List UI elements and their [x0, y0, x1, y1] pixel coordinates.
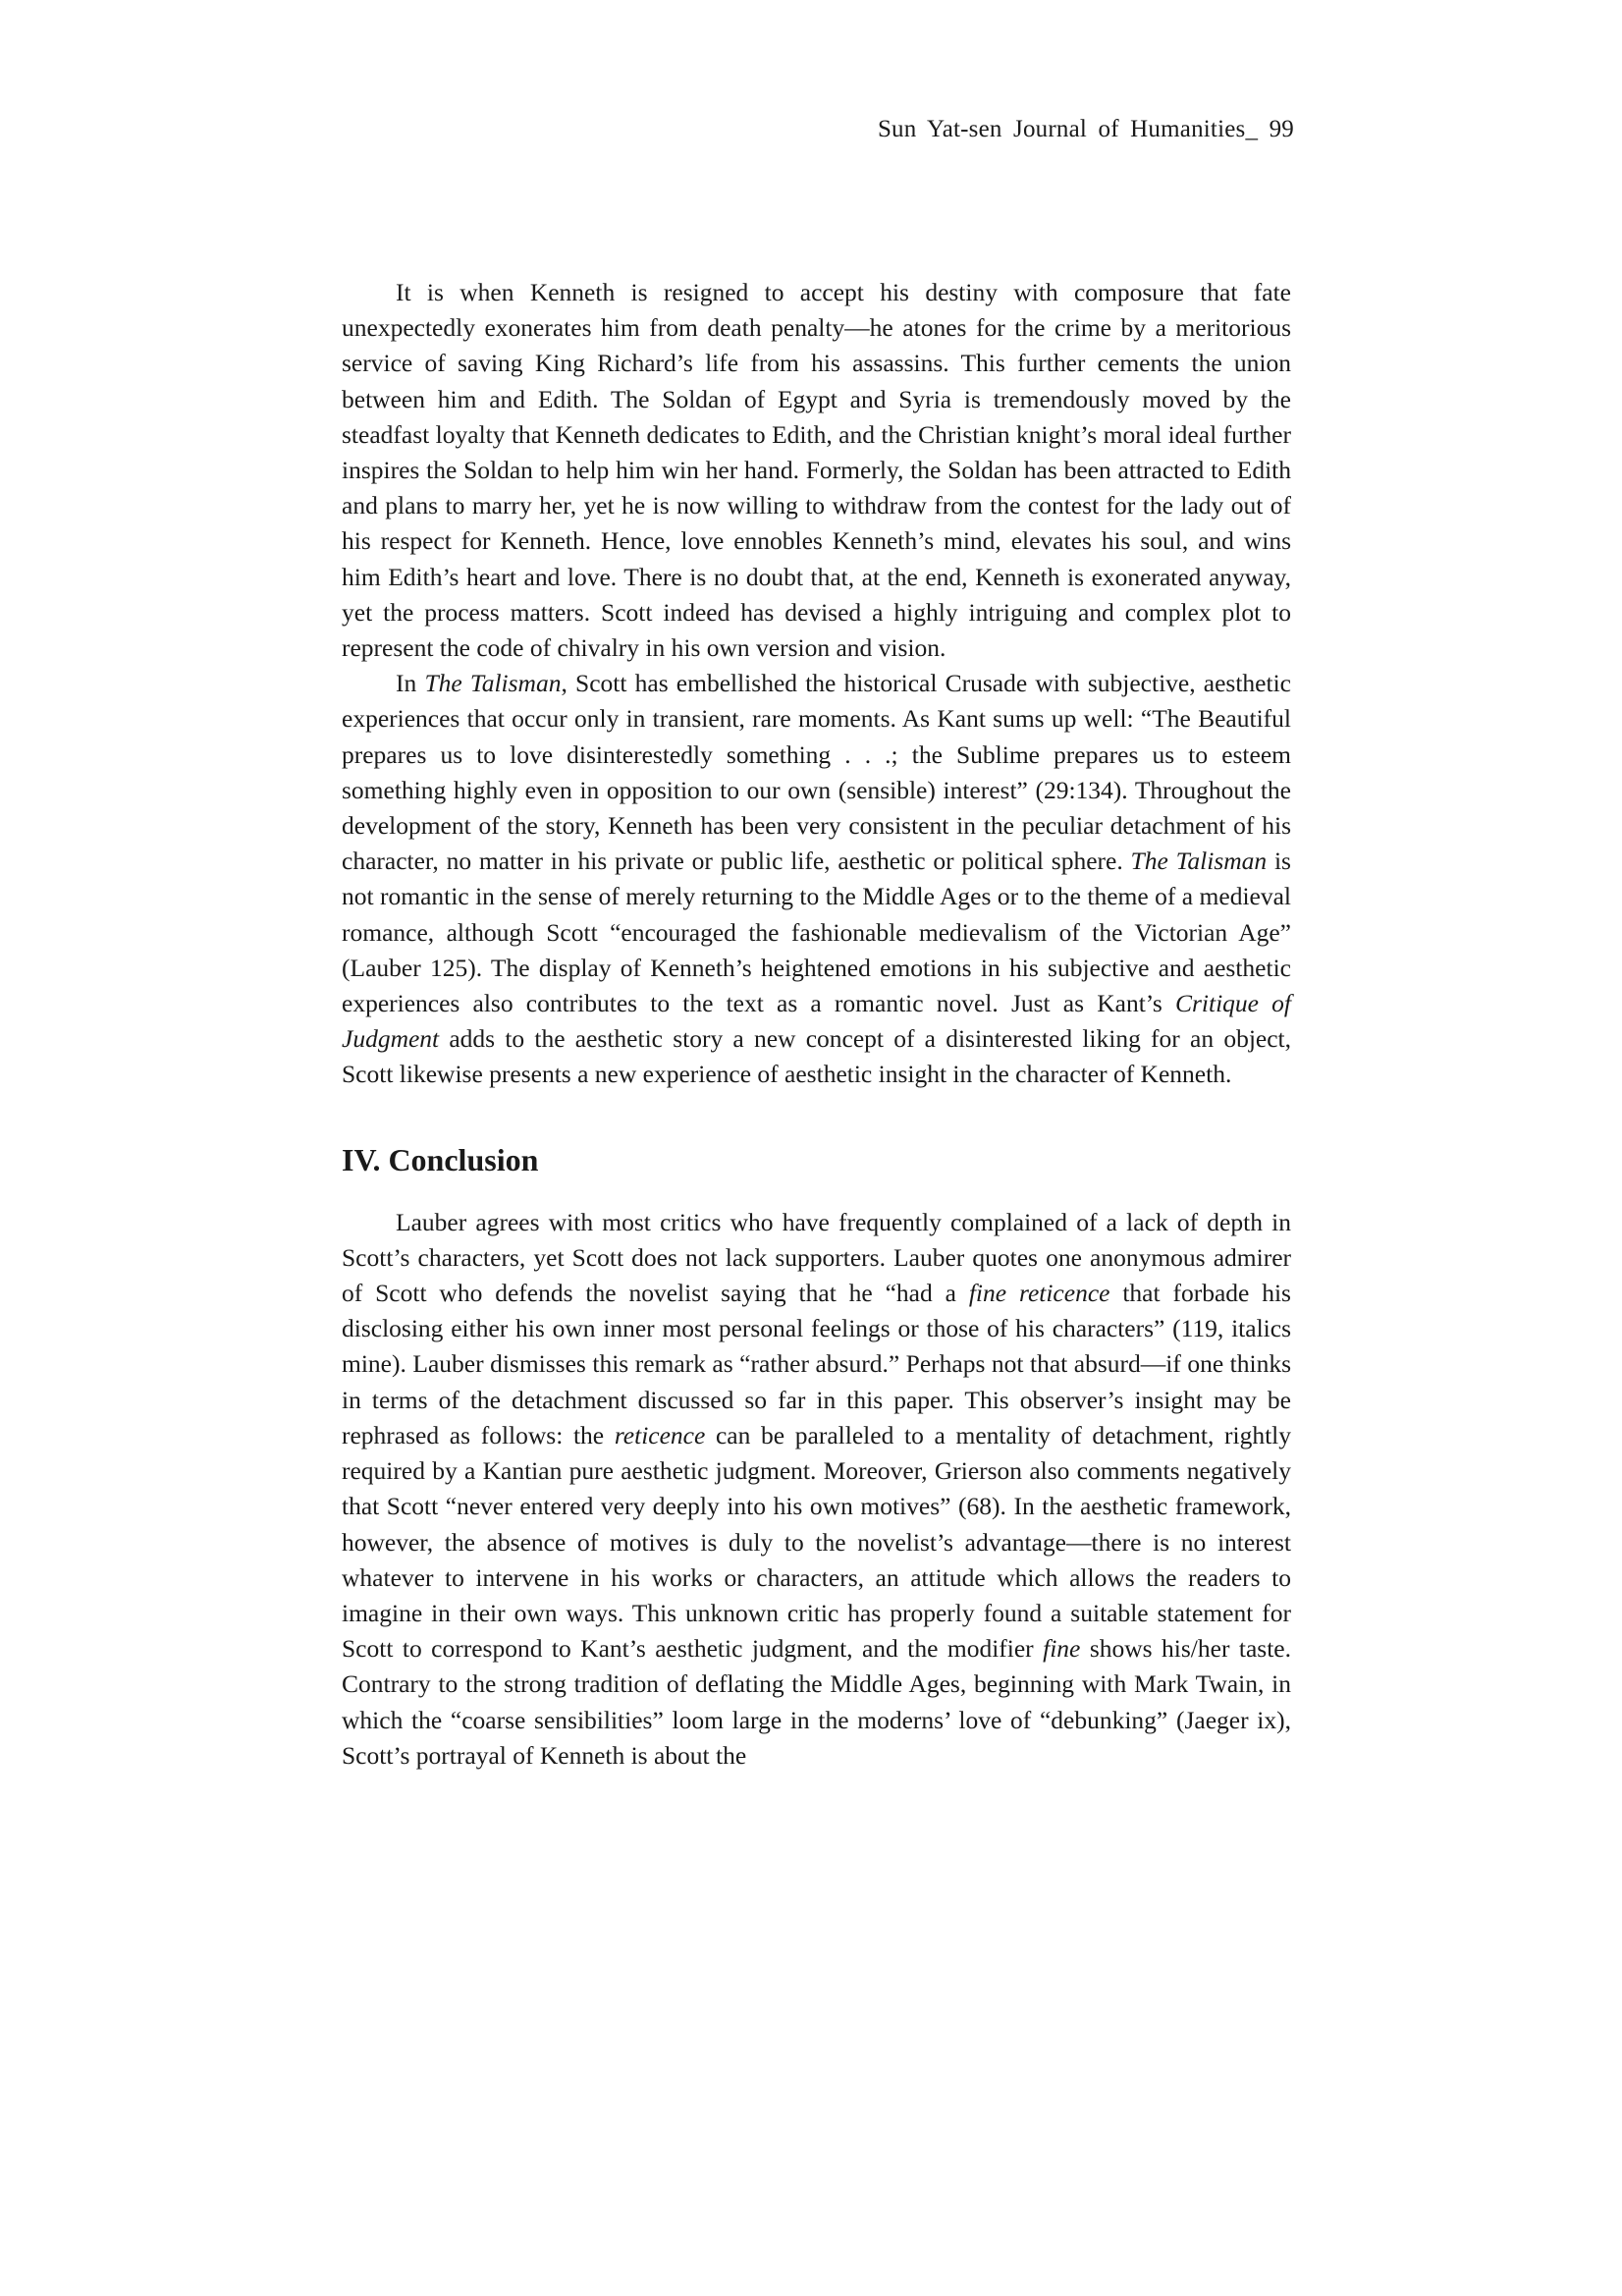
article-body — [342, 275, 1291, 1774]
text-run: shows his/her taste. Contrary to the strong tradition of deflating the Middle Ages, beginning with Mark Twain, in which the “coarse sensibilities” loom large in the moderns’ love of “debunking” (Jaeger ix), Scott’s portrayal of Kenneth is about the — [342, 1634, 1291, 1770]
running-header: Sun Yat-sen Journal of Humanities_ 99 — [877, 116, 1294, 142]
italic-text-run: The Talisman — [1130, 847, 1268, 876]
text-run: It is when Kenneth is resigned to accept his destiny with composure that fate unexpectedly exonerates him from death penalty—he atones for the crime by a meritorious service of saving King Richard’s life from his assassins. This further cements the union between him and Edith. The Soldan of Egypt and Syria is tremendously moved by the steadfast loyalty that Kenneth dedicates to Edith, and the Christian knight’s moral ideal further inspires the Soldan to help him win her hand. Formerly, the Soldan has been attracted to Edith and plans to marry her, yet he is now willing to withdraw from the contest for the lady out of his respect for Kenneth. Hence, love ennobles Kenneth’s mind, elevates his soul, and wins him Edith’s heart and love. There is no doubt that, at the end, Kenneth is exonerated anyway, yet the process matters. Scott indeed has devised a highly intriguing and complex plot to represent the code of chivalry in his own version and vision. — [342, 278, 1291, 663]
section-heading: IV. Conclusion — [342, 1141, 539, 1177]
italic-text-run: Critique of Judgment — [342, 989, 1292, 1054]
text-run: In — [396, 669, 425, 698]
body-paragraph — [342, 275, 1291, 666]
text-run: can be paralleled to a mentality of detachment, rightly required by a Kantian pure aesthetic judgment. Moreover, Grierson also comments negatively that Scott “never entered very deeply into his own motives” (68). In the aesthetic framework, however, the absence of motives is duly to the novelist’s advantage—there is no interest whatever to intervene in his works or characters, an attitude which allows the readers to imagine in their own ways. This unknown critic has properly found a suitable statement for Scott to correspond to Kant’s aesthetic judgment, and the modifier — [342, 1420, 1291, 1664]
text-run: is not romantic in the sense of merely returning to the Middle Ages or to the theme of a medieval romance, although Scott “encouraged the fashionable medievalism of the Victorian Age” (Lauber 125). The display of Kenneth’s heightened emotions in his subjective and aesthetic experiences also contributes to the text as a romantic novel. Just as Kant’s — [342, 847, 1291, 1018]
paragraphs-before-heading — [342, 275, 1291, 1093]
italic-text-run: fine — [1043, 1634, 1081, 1664]
text-run: that forbade his disclosing either his own inner most personal feelings or those of his characters” (119, italics mine). Lauber dismisses this remark as “rather absurd.” Perhaps not that absurd—if one thinks in terms of the detachment discussed so far in this paper. This observer’s insight may be rephrased as follows: the — [342, 1279, 1291, 1449]
italic-text-run: The Talisman — [424, 669, 562, 698]
text-run: adds to the aesthetic story a new concept of a disinterested liking for an object, Scott likewise presents a new experience of aesthetic insight in the character of Kenneth. — [342, 1024, 1291, 1089]
text-run: , Scott has embellished the historical Crusade with subjective, aesthetic experiences that occur only in transient, rare moments. As Kant sums up well: “The Beautiful prepares us to love disinterestedly something . . .; the Sublime prepares us to esteem something highly even in opposition to our own (sensible) interest” (29:134). Throughout the development of the story, Kenneth has been very consistent in the peculiar detachment of his character, no matter in his private or public life, aesthetic or political sphere. — [342, 669, 1291, 876]
text-run: Lauber agrees with most critics who have frequently complained of a lack of depth in Scott’s characters, yet Scott does not lack supporters. Lauber quotes one anonymous admirer of Scott who defends the novelist saying that he “had a — [342, 1207, 1291, 1308]
italic-text-run: reticence — [614, 1420, 706, 1449]
italic-text-run: fine reticence — [968, 1279, 1110, 1308]
paragraphs-after-heading — [342, 1205, 1291, 1774]
body-paragraph — [342, 1205, 1291, 1774]
body-paragraph — [342, 666, 1291, 1092]
